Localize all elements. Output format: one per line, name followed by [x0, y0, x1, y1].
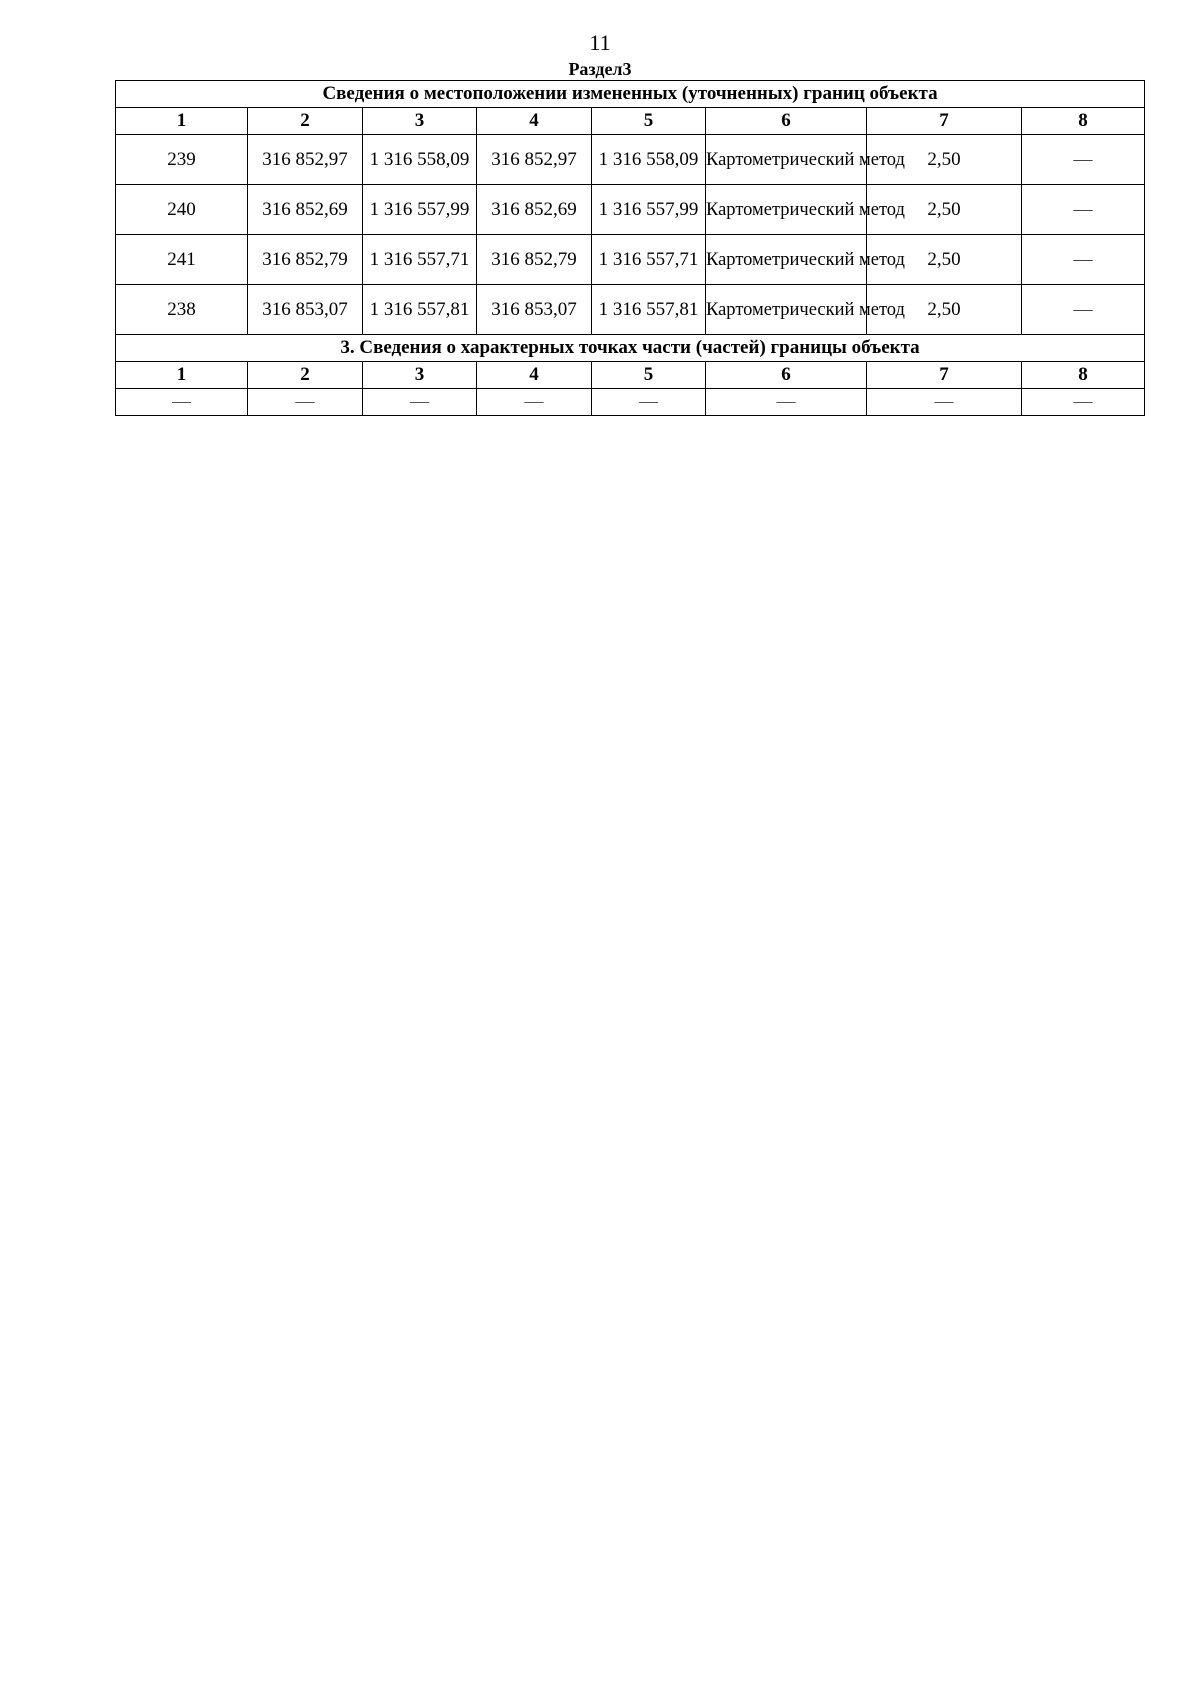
- coordinate-cell: 1 316 557,81: [363, 285, 477, 335]
- subtable-column-number-row: [116, 362, 1145, 389]
- point-number-cell: 239: [116, 135, 248, 185]
- subtable-caption: 3. Сведения о характерных точках части (частей) границы объекта: [116, 335, 1145, 362]
- column-number: 6: [706, 108, 867, 135]
- empty-cell: —: [1022, 389, 1145, 416]
- column-number: 6: [706, 362, 867, 389]
- section-title: Раздел3: [568, 59, 632, 79]
- coordinate-cell: 316 852,69: [248, 185, 363, 235]
- column-number: 5: [592, 108, 706, 135]
- table-row: [116, 135, 1145, 185]
- method-cell: Картометрический метод: [706, 235, 867, 285]
- coordinate-cell: 1 316 557,81: [592, 285, 706, 335]
- page-number: 11: [589, 30, 611, 55]
- coordinate-cell: 316 853,07: [248, 285, 363, 335]
- column-number: 4: [477, 108, 592, 135]
- coordinate-cell: 316 852,79: [477, 235, 592, 285]
- empty-cell: —: [477, 389, 592, 416]
- table-caption-row: [116, 81, 1145, 108]
- table-row: [116, 389, 1145, 416]
- coordinate-cell: 1 316 557,99: [363, 185, 477, 235]
- coordinate-cell: 1 316 557,99: [592, 185, 706, 235]
- column-number: 3: [363, 108, 477, 135]
- empty-cell: —: [592, 389, 706, 416]
- column-number: 4: [477, 362, 592, 389]
- column-number: 3: [363, 362, 477, 389]
- coordinate-cell: 316 853,07: [477, 285, 592, 335]
- table-row: [116, 235, 1145, 285]
- description-cell: —: [1022, 135, 1145, 185]
- empty-cell: —: [116, 389, 248, 416]
- description-cell: —: [1022, 185, 1145, 235]
- column-number: 7: [867, 362, 1022, 389]
- method-cell: Картометрический метод: [706, 135, 867, 185]
- column-number: 1: [116, 108, 248, 135]
- empty-cell: —: [706, 389, 867, 416]
- coordinate-cell: 1 316 557,71: [363, 235, 477, 285]
- coordinate-cell: 316 852,97: [248, 135, 363, 185]
- point-number-cell: 240: [116, 185, 248, 235]
- column-number: 1: [116, 362, 248, 389]
- coordinate-cell: 1 316 558,09: [592, 135, 706, 185]
- column-number: 8: [1022, 108, 1145, 135]
- table-caption: Сведения о местоположении измененных (уточненных) границ объекта: [116, 81, 1145, 108]
- empty-cell: —: [363, 389, 477, 416]
- empty-cell: —: [248, 389, 363, 416]
- column-number-row: [116, 108, 1145, 135]
- coordinate-cell: 316 852,97: [477, 135, 592, 185]
- table-row: [116, 185, 1145, 235]
- point-number-cell: 238: [116, 285, 248, 335]
- coordinate-cell: 1 316 557,71: [592, 235, 706, 285]
- column-number: 2: [248, 362, 363, 389]
- method-cell: Картометрический метод: [706, 285, 867, 335]
- empty-cell: —: [867, 389, 1022, 416]
- method-cell: Картометрический метод: [706, 185, 867, 235]
- column-number: 7: [867, 108, 1022, 135]
- table-row: [116, 285, 1145, 335]
- coordinate-cell: 316 852,79: [248, 235, 363, 285]
- coordinate-cell: 1 316 558,09: [363, 135, 477, 185]
- column-number: 5: [592, 362, 706, 389]
- accuracy-cell: 2,50: [867, 285, 1022, 335]
- point-number-cell: 241: [116, 235, 248, 285]
- subtable-caption-row: [116, 335, 1145, 362]
- coordinate-cell: 316 852,69: [477, 185, 592, 235]
- accuracy-cell: 2,50: [867, 135, 1022, 185]
- column-number: 8: [1022, 362, 1145, 389]
- description-cell: —: [1022, 235, 1145, 285]
- description-cell: —: [1022, 285, 1145, 335]
- accuracy-cell: 2,50: [867, 185, 1022, 235]
- accuracy-cell: 2,50: [867, 235, 1022, 285]
- column-number: 2: [248, 108, 363, 135]
- boundary-table: [115, 80, 1145, 416]
